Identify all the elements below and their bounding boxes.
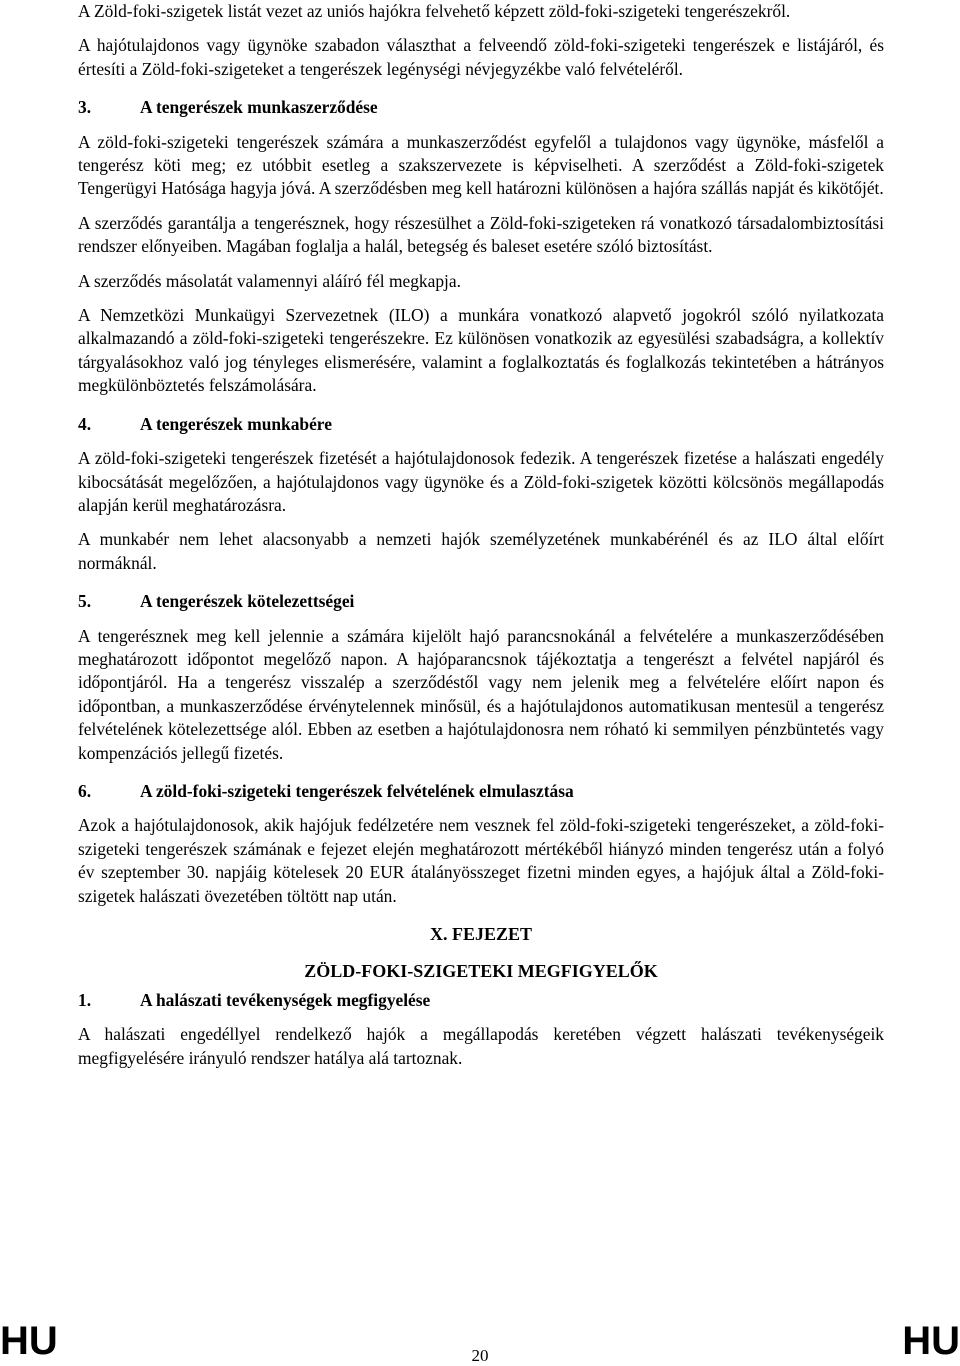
document-page [78,0,884,1070]
paragraph-contract: A zöld-foki-szigeteki tengerészek számára a munkaszerződést egyfelől a tulajdonos vagy ügynöke, másfelől a tengerész köti meg; ez utóbbit esetleg a szakszervezete is képviselheti. A szerződést a Zöld-foki-szigetek Tengerügyi Hatósága hagyja jóvá. A szerződésben meg kell határozni különösen a hajóra szállás napját és kikötőjét. [78,131,884,199]
paragraph-obligations: A tengerésznek meg kell jelennie a számára kijelölt hajó parancsnokánál a felvételére a munkaszerződésében meghatározott időpontot megelőző napon. A hajóparancsnok tájékoztatja a tengerészt a felvétel napjáról és időpontjáról. Ha a tengerész visszalép a szerződéstől vagy nem jelenik meg a felvételére előírt napon és időpontban, a munkaszerződése érvénytelennek minősül, és a hajótulajdonos automatikusan mentesül a tengerész felvételének kötelezettsége alól. Ebben az esetben a hajótulajdonosra nem róható ki semmilyen pénzbüntetés vagy kompenzációs jellegű fizetés. [78,625,884,763]
footer-language-left: HU [0,1319,58,1363]
section-title: A tengerészek munkaszerződése [140,97,378,118]
paragraph-minimum-wage: A munkabér nem lehet alacsonyabb a nemzeti hajók személyzetének munkabérénél és az ILO által előírt normáknál. [78,529,884,573]
section-title: A halászati tevékenységek megfigyelése [140,990,431,1010]
chapter-title: ZÖLD-FOKI-SZIGETEKI MEGFIGYELŐK [304,961,658,981]
paragraph-wages: A zöld-foki-szigeteki tengerészek fizetését a hajótulajdonosok fedezik. A tengerészek fizetése a halászati engedély kibocsátását megelőzően, a hajótulajdonos vagy ügynöke és a Zöld-foki-szigetek közötti kölcsönös megállapodás alapján kerül meghatározásra. [78,448,884,515]
section-heading-3 [78,96,884,119]
page-number: 20 [471,1346,489,1365]
subsection-heading-1 [78,989,884,1012]
paragraph-crew-list: A Zöld-foki-szigetek listát vezet az uniós hajókra felvehető képzett zöld-foki-szigeteki tengerészekről. [78,1,791,21]
section-title: A zöld-foki-szigeteki tengerészek felvételének elmulasztása [140,780,574,801]
paragraph-ilo: A Nemzetközi Munkaügyi Szervezetnek (ILO) a munkára vonatkozó alapvető jogokról szóló nyilatkozata alkalmazandó a zöld-foki-szigeteki tengerészekre. Ez különösen vonatkozik az egyesülési szabadságra, a kollektív tárgyalásokhoz való jog tényleges elismerésére, valamint a foglalkoztatás és foglalkozás tekintetében a hátrányos megkülönböztetés felszámolására. [78,305,884,396]
section-number: 4. [78,413,92,434]
paragraph-crew-selection: A hajótulajdonos vagy ügynöke szabadon választhat a felveendő zöld-foki-szigeteki tengerészek e listájáról, és értesíti a Zöld-foki-szigeteket a tengerészek legénységi névjegyzékbe való felvételéről. [78,35,884,79]
paragraph-social-security: A szerződés garantálja a tengerésznek, hogy részesülhet a Zöld-foki-szigeteken rá vonatkozó társadalombiztosítási rendszer előnyeiben. Magában foglalja a halál, betegség és baleset esetére szóló biztosítást. [78,212,884,257]
section-title: A tengerészek munkabére [140,413,332,434]
section-number: 3. [78,97,92,118]
section-number: 6. [78,780,92,801]
paragraph-contract-copy: A szerződés másolatát valamennyi aláíró fél megkapja. [78,270,461,291]
section-heading-5 [78,590,884,613]
section-number: 5. [78,591,92,612]
section-title: A tengerészek kötelezettségei [140,591,355,612]
chapter-number: X. FEJEZET [429,924,533,944]
section-number: 1. [78,990,92,1010]
section-heading-6 [78,780,884,803]
section-heading-4 [78,413,884,436]
footer-language-right: HU [902,1319,960,1363]
paragraph-failure-to-hire: Azok a hajótulajdonosok, akik hajójuk fedélzetére nem vesznek fel zöld-foki-szigeteki tengerészeket, a zöld-foki-szigeteki tengerészek számának e fejezet elején meghatározott mértékéből hiányzó minden tengerész után a folyó év szeptember 30. napjáig kötelesek 20 EUR átalányösszeget fizetni minden egyes, a hajójuk által a Zöld-foki-szigetek halászati övezetében töltött nap után. [78,815,884,906]
paragraph-observation: A halászati engedéllyel rendelkező hajók a megállapodás keretében végzett halászati tevékenységeik megfigyelésére irányuló rendszer hatálya alá tartoznak. [78,1024,884,1068]
